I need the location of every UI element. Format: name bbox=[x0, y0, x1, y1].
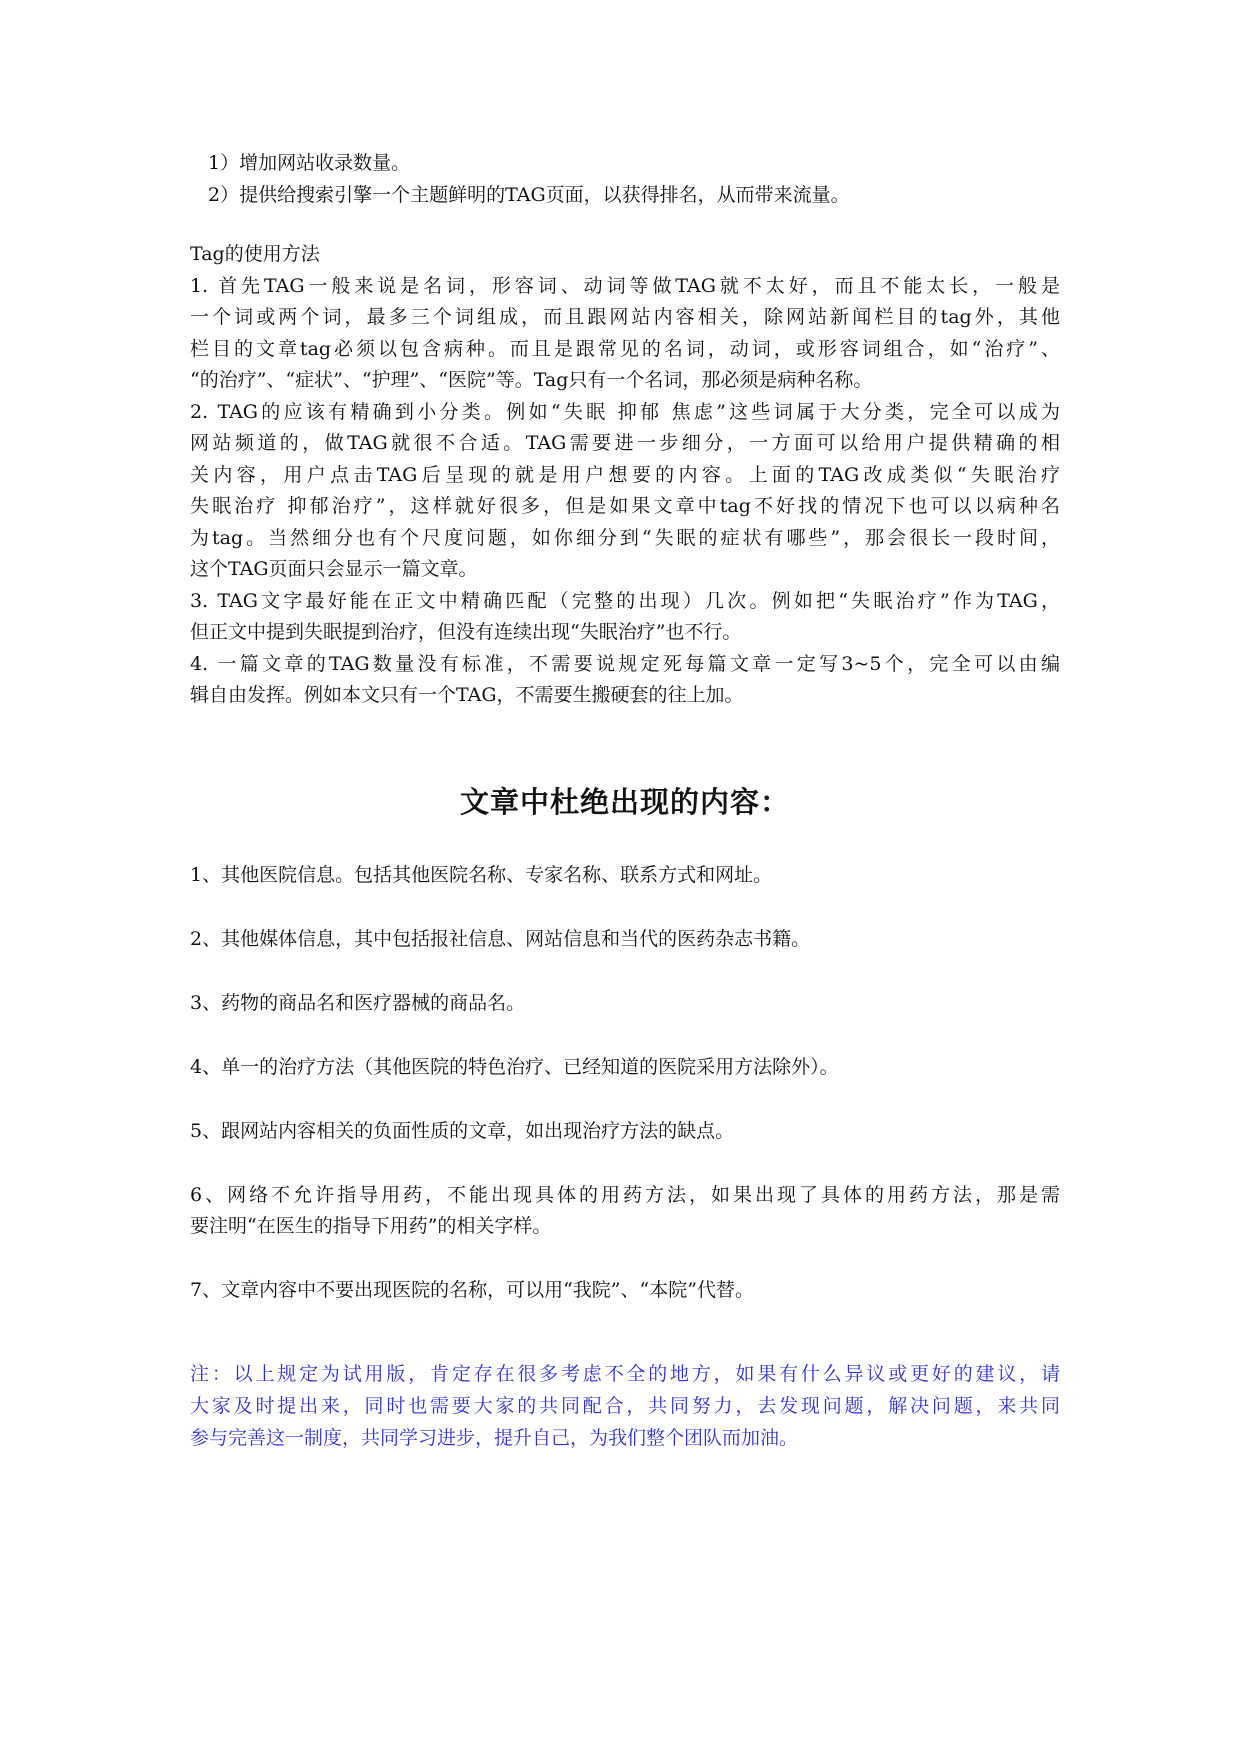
tag-usage-line: 网站频道的，做TAG就很不合适。TAG需要进一步细分，一方面可以给用户提供精确的相 bbox=[190, 432, 1060, 454]
tag-usage-line: 3. TAG文字最好能在正文中精确匹配（完整的出现）几次。例如把“失眠治疗”作为TAG， bbox=[190, 589, 1060, 612]
tag-usage-line: 辑自由发挥。例如本文只有一个TAG，不需要生搬硬套的往上加。 bbox=[190, 684, 744, 706]
tag-usage-line: 这个TAG页面只会显示一篇文章。 bbox=[190, 558, 478, 580]
forbidden-rule-line: 要注明“在医生的指导下用药”的相关字样。 bbox=[190, 1214, 552, 1237]
forbidden-rule bbox=[190, 1275, 1060, 1306]
forbidden-rule-line: 2、其他媒体信息，其中包括报社信息、网站信息和当代的医药杂志书籍。 bbox=[190, 927, 811, 950]
note-line: 参与完善这一制度，共同学习进步，提升自己，为我们整个团队而加油。 bbox=[190, 1426, 799, 1449]
tag-usage-line: 但正文中提到失眠提到治疗，但没有连续出现“失眠治疗”也不行。 bbox=[190, 621, 742, 643]
section-title-tag-usage: Tag的使用方法 bbox=[190, 243, 320, 265]
tag-usage-line: 为tag。当然细分也有个尺度问题，如你细分到“失眠的症状有哪些”，那会很长一段时间， bbox=[190, 526, 1060, 549]
forbidden-rule-line: 6、网络不允许指导用药，不能出现具体的用药方法，如果出现了具体的用药方法，那是需 bbox=[190, 1183, 1060, 1206]
forbidden-rule-line: 5、跟网站内容相关的负面性质的文章，如出现治疗方法的缺点。 bbox=[190, 1119, 735, 1142]
forbidden-rule-line: 3、药物的商品名和医疗器械的商品名。 bbox=[190, 991, 526, 1014]
tag-usage-line: 失眠治疗 抑郁治疗”，这样就好很多，但是如果文章中tag不好找的情况下也可以以病种名 bbox=[190, 495, 1060, 517]
forbidden-rule-line: 1、其他医院信息。包括其他医院名称、专家名称、联系方式和网址。 bbox=[190, 863, 773, 886]
forbidden-content-heading: 文章中杜绝出现的内容： bbox=[459, 784, 790, 819]
tag-usage-line: 1. 首先TAG一般来说是名词，形容词、动词等做TAG就不太好，而且不能太长，一般是 bbox=[190, 274, 1060, 297]
forbidden-rule bbox=[190, 924, 1060, 955]
benefit-item-2: 2）提供给搜索引擎一个主题鲜明的TAG页面，以获得排名，从而带来流量。 bbox=[208, 183, 850, 206]
forbidden-rule-line: 4、单一的治疗方法（其他医院的特色治疗、已经知道的医院采用方法除外）。 bbox=[190, 1055, 839, 1078]
note-line: 大家及时提出来，同时也需要大家的共同配合，共同努力，去发现问题，解决问题，来共同 bbox=[190, 1394, 1060, 1417]
tag-usage-line: 2. TAG的应该有精确到小分类。例如“失眠 抑郁 焦虑”这些词属于大分类，完全可以成为 bbox=[190, 400, 1060, 423]
tag-usage-line: “的治疗”、“症状”、“护理”、“医院”等。Tag只有一个名词，那必须是病种名称。 bbox=[190, 369, 873, 391]
forbidden-rule bbox=[190, 860, 1060, 891]
forbidden-rule-line: 7、文章内容中不要出现医院的名称，可以用“我院”、“本院”代替。 bbox=[190, 1278, 754, 1301]
forbidden-rule bbox=[190, 988, 1060, 1019]
note-line: 注：以上规定为试用版，肯定存在很多考虑不全的地方，如果有什么异议或更好的建议，请 bbox=[190, 1362, 1060, 1385]
benefit-item-1: 1）增加网站收录数量。 bbox=[208, 152, 411, 174]
forbidden-rule bbox=[190, 1052, 1060, 1083]
forbidden-rule bbox=[190, 1180, 1060, 1242]
tag-usage-line: 4. 一篇文章的TAG数量没有标准，不需要说规定死每篇文章一定写3~5个，完全可以由编 bbox=[190, 652, 1060, 675]
trial-note bbox=[190, 1358, 1060, 1454]
forbidden-rule bbox=[190, 1116, 1060, 1147]
spacer bbox=[190, 211, 1060, 239]
tag-usage-line: 关内容，用户点击TAG后呈现的就是用户想要的内容。上面的TAG改成类似“失眠治疗 bbox=[190, 463, 1060, 486]
document-body bbox=[190, 148, 1060, 1454]
tag-usage-line: 一个词或两个词，最多三个词组成，而且跟网站内容相关，除网站新闻栏目的tag外，其他 bbox=[190, 306, 1060, 328]
tag-usage-line: 栏目的文章tag必须以包含病种。而且是跟常见的名词，动词，或形容词组合，如“治疗”、 bbox=[190, 337, 1060, 360]
